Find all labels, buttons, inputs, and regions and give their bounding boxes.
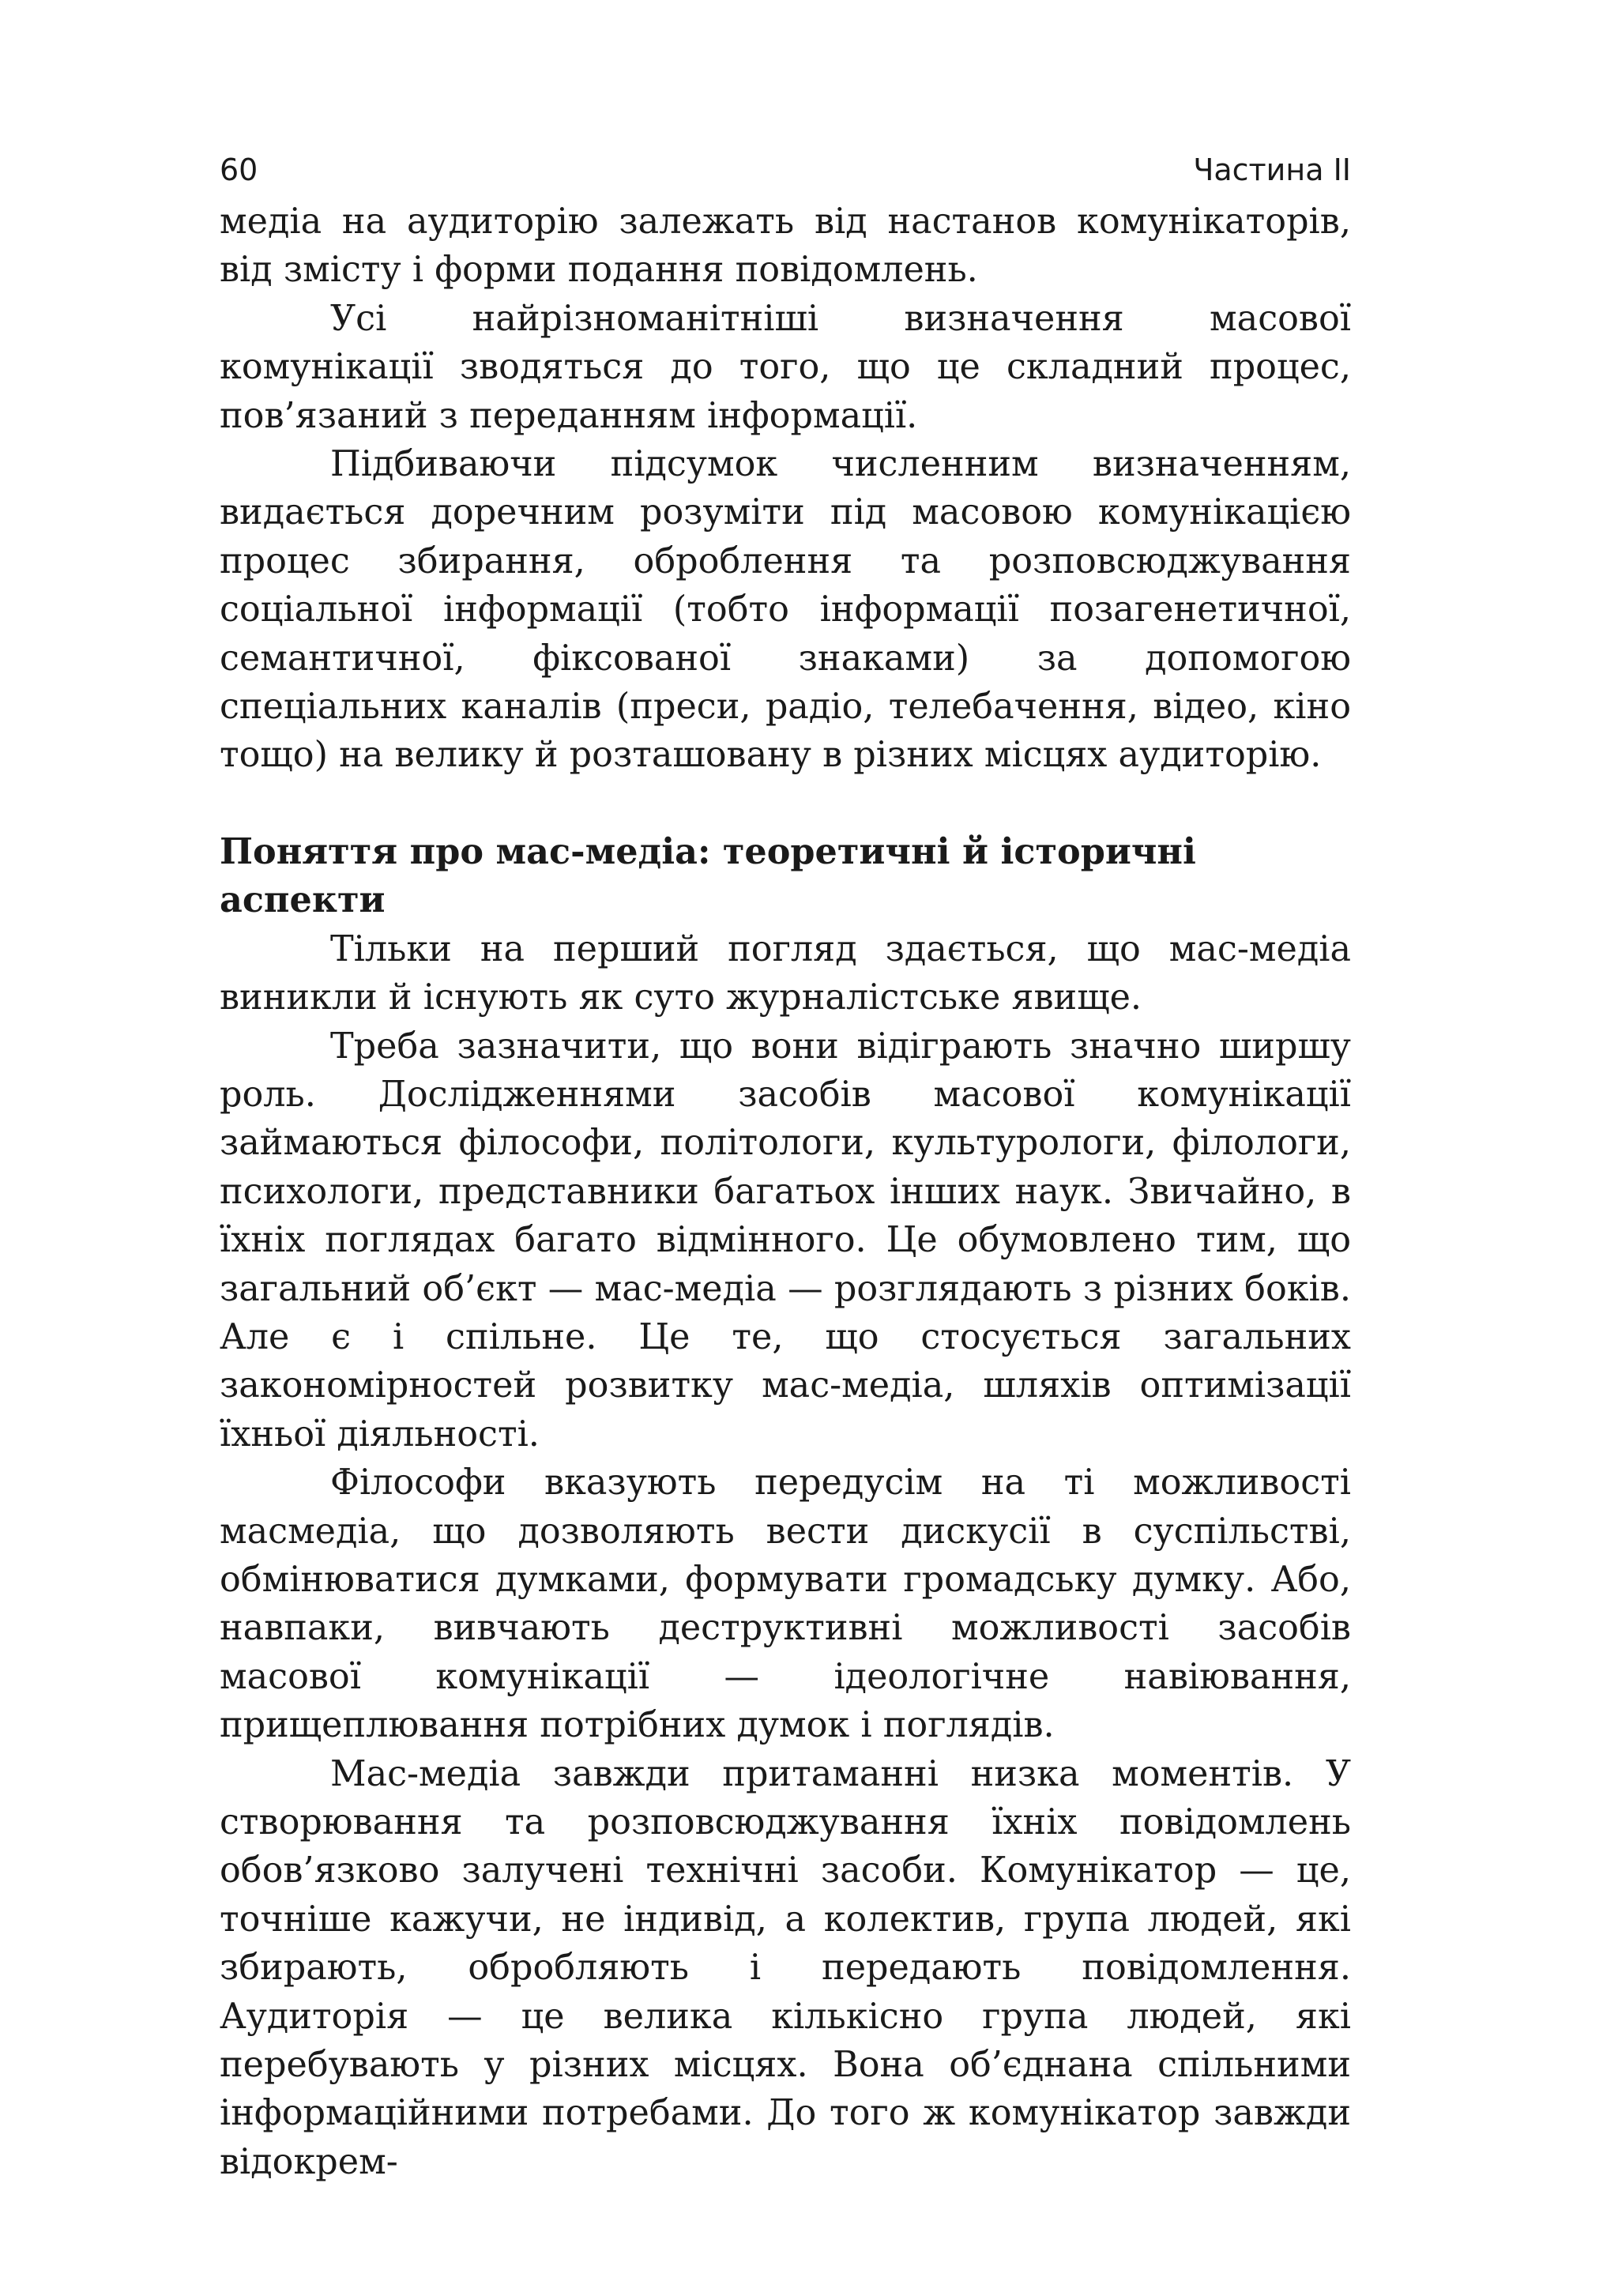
section-heading: Поняття про мас-медіа: теоретичні й історичні аспекти xyxy=(220,830,1196,921)
paragraph: Треба зазначити, що вони відіграють значно ширшу роль. Дослідженнями засобів масової комунікації займаються філософи, політологи, культурологи, філологи, психологи, представники багатьох інших наук. Звичайно, в їхніх поглядах багато відмінного. Це обумовлено тим, що загальний об’єкт — мас-медіа — розглядають з різних боків. Але є і спільне. Це те, що стосується загальних закономірностей розвитку мас-медіа, шляхів оптимізації їхньої діяльності. xyxy=(220,1026,1351,1455)
book-page xyxy=(220,142,1351,2236)
paragraph: Тільки на перший погляд здається, що мас-медіа виникли й існують як суто журналістське явище. xyxy=(220,928,1351,1018)
paragraph: Філософи вказують передусім на ті можливості масмедіа, що дозволяють вести дискусії в суспільстві, обмінюватися думками, формувати громадську думку. Або, навпаки, вивчають деструктивні можливості засобів масової комунікації — ідеологічне навіювання, прищеплювання потрібних думок і поглядів. xyxy=(220,1462,1351,1746)
paragraph: Мас-медіа завжди притаманні низка моментів. У створювання та розповсюджування їхніх повідомлень обов’язково залучені технічні засоби. Комунікатор — це, точніше кажучи, не індивід, а колектив, група людей, які збирають, обробляють і передають повідомлення. Аудиторія — це велика кількісно група людей, які перебувають у різних місцях. Вона об’єднана спільними інформаційними потребами. До того ж комунікатор завжди відокрем- xyxy=(220,1753,1351,2182)
part-label: Частина II xyxy=(1193,152,1351,187)
paragraph: Усі найрізноманітніші визначення масової комунікації зводяться до того, що це складний процес, пов’язаний з переданням інформації. xyxy=(220,298,1351,436)
paragraph-continued: медіа на аудиторію залежать від настанов комунікаторів, від змісту і форми подання повідомлень. xyxy=(220,201,1351,291)
page-number: 60 xyxy=(220,152,258,187)
running-header xyxy=(220,142,1351,198)
body-text xyxy=(220,198,1351,2186)
paragraph: Підбиваючи підсумок численним визначенням, видається доречним розуміти під масовою комунікацією процес збирання, оброблення та розповсюджування соціальної інформації (тобто інформації позагенетичної, семантичної, фіксованої знаками) за допомогою спеціальних каналів (преси, радіо, телебачення, відео, кіно тощо) на велику й розташовану в різних місцях аудиторію. xyxy=(220,444,1351,776)
